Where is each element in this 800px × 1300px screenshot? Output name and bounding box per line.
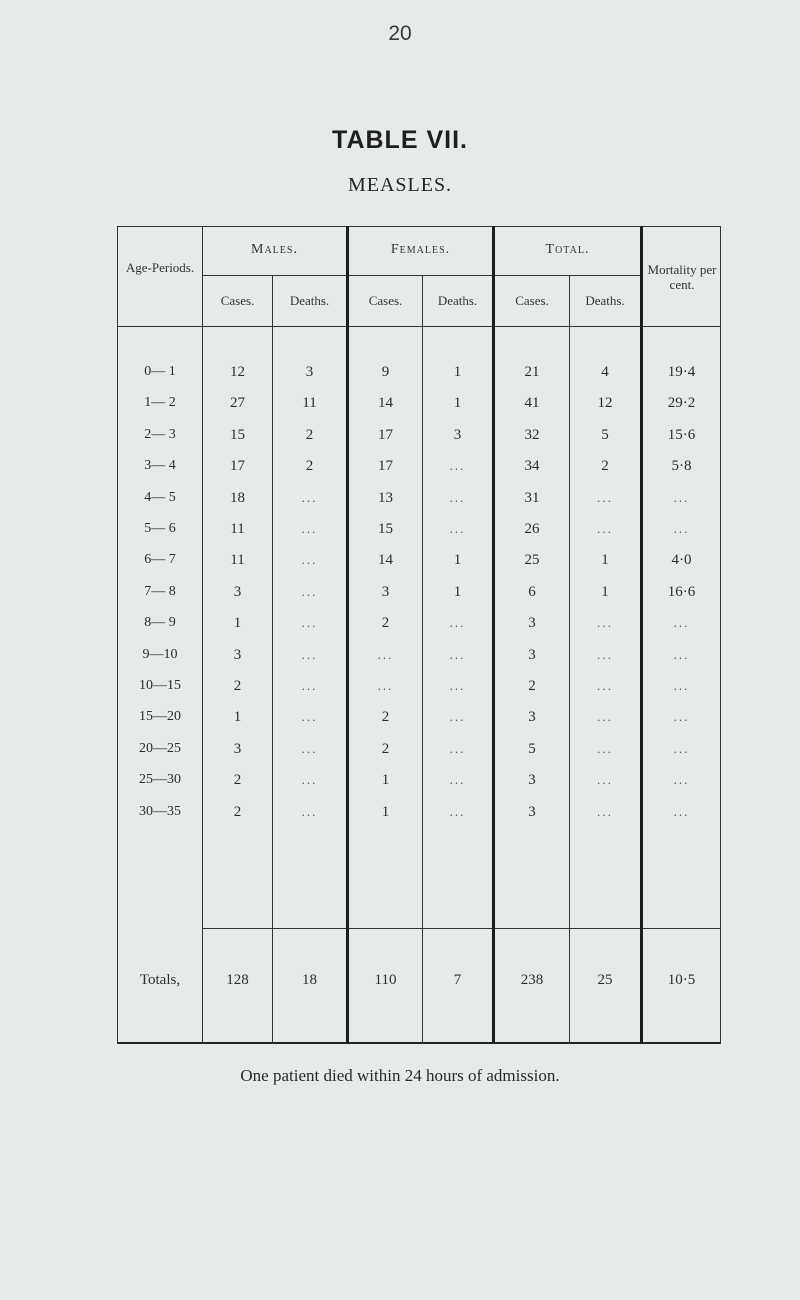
table-subtitle: MEASLES. [347,174,453,196]
cell-age: 20—25 [139,741,181,756]
cell-t-deaths: 1 [601,584,609,600]
cell-t-cases: 3 [528,615,536,631]
col-line-right [720,226,721,1044]
cell-m-deaths: 3 [305,364,314,380]
totals-total-cases: 238 [520,972,544,988]
cell-f-cases: 1 [381,804,390,820]
cell-mortality: ... [673,741,690,756]
totals-males-cases: 128 [226,972,249,988]
header-males-cases: Cases. [220,293,255,308]
cell-f-cases: 9 [381,364,390,380]
col-line-left [117,226,118,1044]
group-header-divider [202,275,640,276]
cell-f-deaths: 1 [453,395,462,411]
cell-age: 3— 4 [144,458,176,473]
totals-females-cases: 110 [374,972,397,988]
cell-mortality: 19·4 [667,364,696,380]
cell-t-cases: 6 [528,584,536,600]
cell-f-deaths: ... [449,741,466,756]
cell-mortality: 5·8 [671,458,692,474]
cell-mortality: ... [673,709,690,724]
cell-t-deaths: 4 [601,364,609,380]
cell-f-cases: 13 [378,490,393,506]
cell-age: 8— 9 [144,615,176,630]
header-mortality: Mortality per cent. [647,262,717,292]
cell-t-cases: 32 [524,427,540,443]
cell-f-cases: 3 [381,584,390,600]
cell-age: 9—10 [142,647,178,662]
cell-f-cases: ... [377,647,394,662]
cell-t-deaths: 12 [597,395,613,411]
cell-m-cases: 1 [233,709,242,725]
measles-table [117,226,721,1044]
cell-t-cases: 26 [524,521,540,537]
cell-t-deaths: ... [597,615,613,630]
col-line-age [202,226,203,1044]
cell-mortality: 29·2 [667,395,696,411]
cell-f-deaths: 1 [453,364,462,380]
cell-t-cases: 3 [528,647,536,663]
cell-age: 2— 3 [144,427,176,442]
col-line-males-females [346,226,349,1044]
cell-age: 5— 6 [144,521,176,536]
page-number: 20 [388,22,412,45]
totals-top-border [202,928,721,929]
cell-t-cases: 3 [528,709,536,725]
cell-t-cases: 2 [528,678,536,694]
cell-mortality: 15·6 [667,427,696,443]
totals-total-deaths: 25 [597,972,613,988]
cell-f-cases: 17 [378,427,393,443]
footnote: One patient died within 24 hours of admission. [240,1066,560,1085]
cell-age: 25—30 [139,772,181,787]
cell-age: 6— 7 [144,552,176,567]
cell-f-deaths: ... [449,458,466,473]
cell-f-deaths: ... [449,804,466,819]
cell-t-cases: 41 [524,395,540,411]
cell-f-deaths: 3 [453,427,462,443]
cell-f-cases: 2 [381,741,390,757]
cell-f-cases: 14 [378,395,393,411]
cell-age: 10—15 [139,678,181,693]
cell-m-cases: 27 [230,395,245,411]
cell-t-deaths: ... [597,490,613,505]
cell-f-deaths: ... [449,772,466,787]
totals-mortality: 10·5 [667,972,696,988]
cell-m-deaths: ... [301,804,318,819]
cell-m-cases: 17 [230,458,245,474]
totals-label: Totals, [139,972,181,988]
col-line-total-mortality [640,226,643,1044]
cell-m-deaths: ... [301,490,318,505]
cell-f-cases: 17 [378,458,393,474]
cell-t-deaths: ... [597,647,613,662]
cell-f-deaths: 1 [453,584,462,600]
header-total-deaths: Deaths. [585,293,625,308]
cell-f-deaths: ... [449,709,466,724]
cell-m-deaths: ... [301,741,318,756]
totals-females-deaths: 7 [453,972,462,988]
cell-t-cases: 34 [524,458,540,474]
cell-t-deaths: 2 [601,458,609,474]
cell-t-cases: 3 [528,772,536,788]
cell-f-cases: 2 [381,615,390,631]
cell-f-cases: 14 [378,552,393,568]
totals-males-deaths: 18 [302,972,317,988]
cell-m-cases: 11 [230,521,245,537]
cell-age: 15—20 [139,709,181,724]
cell-m-deaths: 11 [302,395,317,411]
cell-t-deaths: ... [597,804,613,819]
cell-m-cases: 1 [233,615,242,631]
cell-mortality: ... [673,772,690,787]
cell-m-cases: 3 [233,584,242,600]
cell-m-deaths: ... [301,615,318,630]
cell-m-deaths: ... [301,647,318,662]
cell-t-deaths: 5 [601,427,609,443]
cell-age: 0— 1 [144,364,176,379]
cell-age: 30—35 [139,804,181,819]
cell-m-cases: 2 [233,772,242,788]
cell-mortality: 4·0 [671,552,692,568]
cell-age: 4— 5 [144,490,176,505]
cell-mortality: 16·6 [667,584,696,600]
table-top-border [117,226,721,227]
cell-mortality: ... [673,490,690,505]
cell-t-cases: 25 [524,552,540,568]
cell-mortality: ... [673,615,690,630]
cell-m-deaths: 2 [305,427,314,443]
cell-m-deaths: ... [301,678,318,693]
cell-f-cases: 2 [381,709,390,725]
cell-t-deaths: ... [597,772,613,787]
cell-f-deaths: ... [449,521,466,536]
cell-mortality: ... [673,647,690,662]
cell-t-cases: 21 [524,364,540,380]
cell-f-cases: ... [377,678,394,693]
header-males: Males. [251,242,298,257]
cell-age: 7— 8 [144,584,176,599]
cell-t-deaths: ... [597,678,613,693]
header-age-periods: Age-Periods. [125,260,195,275]
table-title: TABLE VII. [332,126,468,154]
cell-age: 1— 2 [144,395,176,410]
cell-mortality: ... [673,678,690,693]
cell-t-cases: 31 [524,490,540,506]
cell-m-deaths: ... [301,584,318,599]
cell-t-cases: 3 [528,804,536,820]
header-total: Total. [545,242,590,257]
header-bottom-border [117,326,721,327]
cell-t-cases: 5 [528,741,536,757]
cell-m-cases: 3 [233,647,242,663]
cell-mortality: ... [673,804,690,819]
header-total-cases: Cases. [515,293,549,308]
cell-t-deaths: ... [597,741,613,756]
cell-t-deaths: ... [597,709,613,724]
table-bottom-border [117,1042,721,1044]
cell-m-cases: 11 [230,552,245,568]
cell-f-deaths: ... [449,647,466,662]
cell-m-cases: 2 [233,678,242,694]
header-females: Females. [390,242,451,257]
cell-m-deaths: ... [301,709,318,724]
cell-mortality: ... [673,521,690,536]
col-line-females-total [492,226,495,1044]
cell-m-deaths: 2 [305,458,314,474]
cell-f-cases: 15 [378,521,393,537]
header-females-cases: Cases. [368,293,403,308]
cell-m-cases: 15 [230,427,245,443]
cell-f-deaths: ... [449,490,466,505]
header-females-deaths: Deaths. [437,293,478,308]
cell-m-deaths: ... [301,552,318,567]
header-males-deaths: Deaths. [289,293,330,308]
cell-m-cases: 2 [233,804,242,820]
cell-t-deaths: ... [597,521,613,536]
cell-m-cases: 3 [233,741,242,757]
cell-t-deaths: 1 [601,552,609,568]
cell-f-cases: 1 [381,772,390,788]
cell-f-deaths: ... [449,615,466,630]
cell-m-cases: 12 [230,364,245,380]
cell-m-deaths: ... [301,521,318,536]
cell-m-cases: 18 [230,490,245,506]
cell-f-deaths: 1 [453,552,462,568]
cell-f-deaths: ... [449,678,466,693]
cell-m-deaths: ... [301,772,318,787]
